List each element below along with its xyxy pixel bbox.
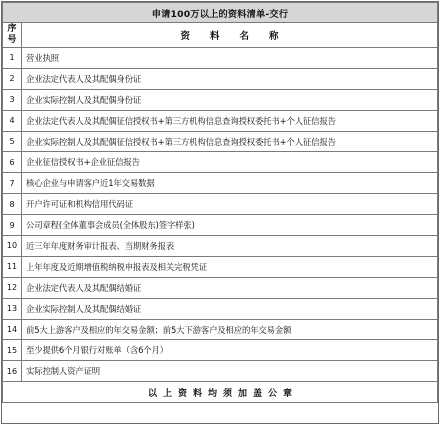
footer-row [3,382,438,403]
row-item: 营业执照 [22,48,438,69]
materials-table [2,2,438,403]
row-number: 15 [3,340,22,361]
row-number: 2 [3,68,22,89]
footer-note: 以上资料均须加盖公章 [3,382,438,403]
row-item: 开户许可证和机构信用代码证 [22,194,438,215]
table-row [3,277,438,298]
header-serial-line2: 号 [7,35,17,45]
row-number: 7 [3,173,22,194]
row-number: 10 [3,236,22,257]
header-serial-line1: 序 [7,24,17,34]
table-row [3,215,438,236]
row-number: 5 [3,131,22,152]
table-row [3,361,438,382]
table-row [3,68,438,89]
row-item: 企业法定代表人及其配偶结婚证 [22,277,438,298]
table-row [3,298,438,319]
row-number: 12 [3,277,22,298]
row-item: 企业实际控制人及其配偶结婚证 [22,298,438,319]
row-number: 8 [3,194,22,215]
row-item: 前5大上游客户及相应的年交易金额；前5大下游客户及相应的年交易金额 [22,319,438,340]
header-serial-number [3,23,22,48]
table-row [3,256,438,277]
row-number: 6 [3,152,22,173]
title-row [3,3,438,23]
row-item: 企业征信授权书+企业征信报告 [22,152,438,173]
table-row [3,152,438,173]
table-row [3,110,438,131]
table-row [3,319,438,340]
table-row [3,340,438,361]
row-number: 14 [3,319,22,340]
table-row [3,89,438,110]
row-item: 核心企业与申请客户近1年交易数据 [22,173,438,194]
row-item: 企业法定代表人及其配偶征信授权书+第三方机构信息查询授权委托书+个人征信报告 [22,110,438,131]
row-number: 13 [3,298,22,319]
row-item: 至少提供6个月银行对账单（含6个月） [22,340,438,361]
header-row [3,23,438,48]
row-number: 16 [3,361,22,382]
row-item: 企业实际控制人及其配偶身份证 [22,89,438,110]
row-item: 企业实际控制人及其配偶征信授权书+第三方机构信息查询授权委托书+个人征信报告 [22,131,438,152]
row-item: 近三年年度财务审计报表、当期财务报表 [22,236,438,257]
table-title: 申请100万以上的资料清单-交行 [3,3,438,23]
table-row [3,173,438,194]
document-table-container [1,1,439,424]
table-row [3,236,438,257]
table-row [3,194,438,215]
row-item: 公司章程(全体董事会成员(全体股东)签字样张) [22,215,438,236]
row-item: 实际控制人资产证明 [22,361,438,382]
table-row [3,131,438,152]
table-row [3,48,438,69]
row-item: 企业法定代表人及其配偶身份证 [22,68,438,89]
header-document-name: 资料名称 [22,23,438,48]
row-number: 3 [3,89,22,110]
row-item: 上年年度及近期增值税纳税申报表及相关完税凭证 [22,256,438,277]
row-number: 4 [3,110,22,131]
row-number: 1 [3,48,22,69]
row-number: 9 [3,215,22,236]
row-number: 11 [3,256,22,277]
